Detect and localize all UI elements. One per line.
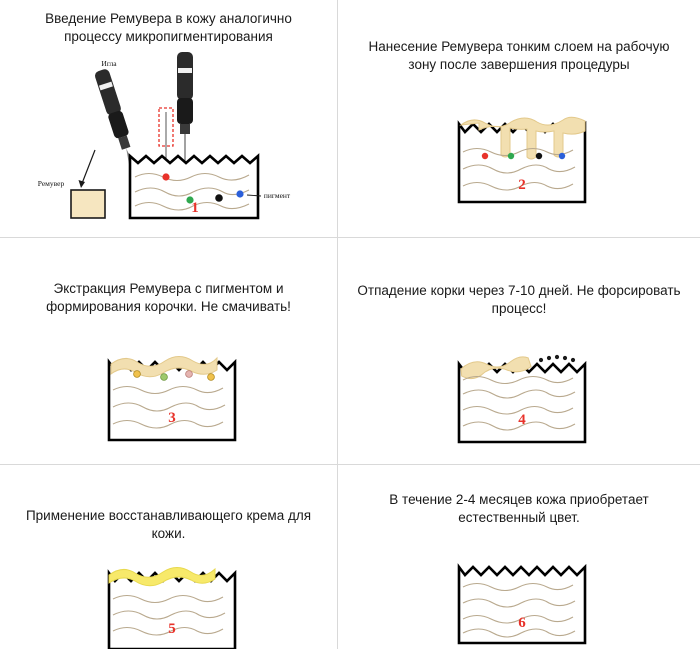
label-remover-1: Ремувер — [37, 179, 64, 189]
label-needle-1: Игла — [100, 59, 117, 69]
step-illustration-3 — [0, 332, 337, 457]
step-number-3: 3 — [167, 410, 176, 427]
step-number-6: 6 — [518, 615, 526, 632]
step-illustration-6 — [338, 545, 700, 649]
step-caption-2: Нанесение Ремувера тонким слоем на рабочую зону после завершения процедуры — [368, 39, 670, 73]
pigment-dot-blue — [236, 191, 243, 198]
pigment-dot-red — [162, 174, 169, 181]
step-caption-3: Экстракция Ремувера с пигментом и формирования корочки. Не смачивать! — [46, 281, 291, 315]
step-cell-4 — [338, 238, 700, 465]
pigment-dot-black — [215, 195, 223, 203]
step-caption-6: В течение 2-4 месяцев кожа приобретает естественный цвет. — [389, 492, 649, 526]
step-illustration-5 — [0, 551, 337, 649]
step-cell-1 — [0, 0, 338, 238]
step-number-4: 4 — [518, 412, 526, 429]
step-number-5: 5 — [167, 621, 176, 638]
step-cell-3 — [0, 238, 338, 465]
step-illustration-4 — [338, 330, 700, 455]
label-pigment-1: пигмент — [263, 191, 290, 201]
step-caption-4: Отпадение корки через 7-10 дней. Не форсировать процесс! — [357, 283, 681, 317]
step-caption-1: Введение Ремувера в кожу аналогично процессу микропигментирования — [45, 11, 292, 45]
step-cell-2 — [338, 0, 700, 238]
step-number-2: 2 — [518, 177, 526, 194]
step-cell-6 — [338, 465, 700, 649]
step-caption-5: Применение восстанавливающего крема для кожи. — [25, 508, 312, 542]
step-illustration-1 — [0, 46, 337, 221]
step-number-1: 1 — [190, 200, 199, 217]
step-cell-5 — [0, 465, 338, 649]
step-illustration-2 — [338, 94, 700, 219]
